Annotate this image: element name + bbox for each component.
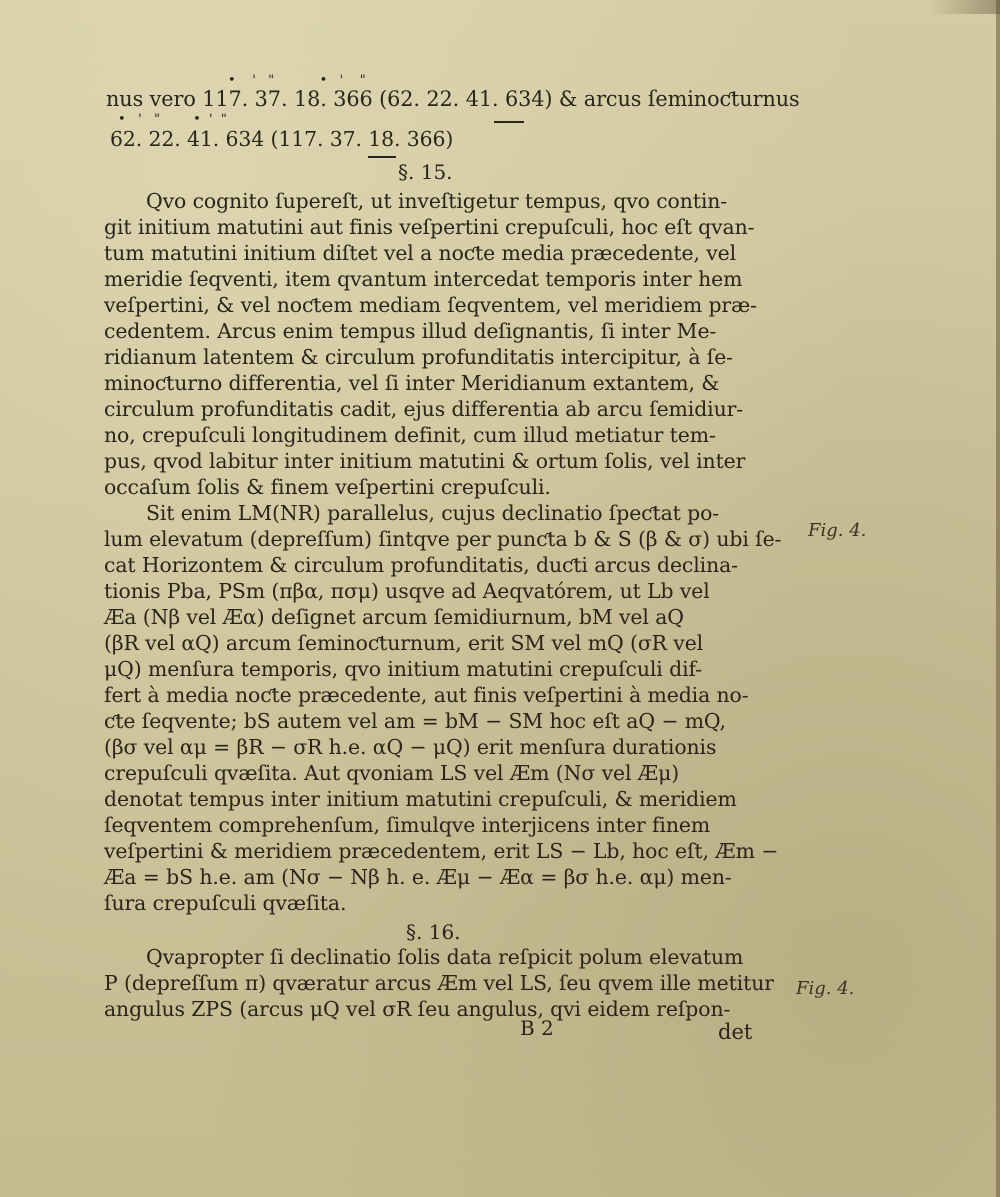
paragraph-2-line: cat Horizontem & circulum profunditatis, duƈti arcus declina- (104, 553, 738, 577)
paragraph-2-line: Æa (Nβ vel Æα) deſignet arcum ſemidiurnum, bM vel aQ (104, 605, 684, 629)
paragraph-2-line: fert à media noƈte præcedente, aut finis veſpertini à media no- (104, 683, 749, 707)
catchword: det (718, 1020, 753, 1044)
margin-figure-reference: Fig. 4. (796, 978, 855, 999)
paragraph-2-line: ſeqventem comprehenſum, ſimulqve interjicens inter finem (104, 813, 711, 837)
paragraph-2-line: crepuſculi qvæſita. Aut qvoniam LS vel Æm (Nσ vel Æμ) (104, 761, 680, 785)
paragraph-1-line: veſpertini, & vel noƈtem mediam ſeqventem, vel meridiem præ- (104, 293, 757, 317)
paragraph-2-line: lum elevatum (depreſſum) ſintqve per punƈta b & S (β & σ) ubi ſe- (104, 527, 782, 551)
paragraph-2-line: (βσ vel αμ = βR − σR h.e. αQ − μQ) erit menſura durationis (104, 735, 717, 759)
degree-marks-line-2: • ' " • ' " (118, 112, 227, 127)
paragraph-3-line: P (depreſſum π) qværatur arcus Æm vel LS, ſeu qvem ille metitur (104, 971, 774, 995)
paragraph-1-line: ridianum latentem & circulum profunditatis intercipitur, à ſe- (104, 345, 733, 369)
paragraph-1-line: meridie ſeqventi, item qvantum intercedat temporis inter hem (104, 267, 743, 291)
paragraph-2-line: denotat tempus inter initium matutini crepuſculi, & meridiem (104, 787, 737, 811)
signature-mark: B 2 (520, 1016, 554, 1040)
paragraph-1-line: cedentem. Arcus enim tempus illud deſignantis, ſi inter Me- (104, 319, 717, 343)
paragraph-1-line: tum matutini initium diſtet vel a noƈte media præcedente, vel (104, 241, 737, 265)
paragraph-2-line: ſura crepuſculi qvæſita. (104, 891, 347, 915)
paragraph-3-line: Qvapropter ſi declinatio ſolis data reſpicit polum elevatum (146, 945, 744, 969)
paragraph-1-line: occaſum ſolis & finem veſpertini crepuſculi. (104, 475, 551, 499)
paragraph-1-line: Qvo cognito ſupereſt, ut inveſtigetur tempus, qvo contin- (146, 189, 728, 213)
section-heading-16: §. 16. (406, 920, 461, 944)
page-edge-shadow (996, 0, 1000, 1197)
section-heading-15: §. 15. (398, 160, 453, 184)
page-corner-shadow (930, 0, 1000, 14)
paragraph-2-line: Sit enim LM(NR) parallelus, cujus declinatio ſpeƈtat po- (146, 501, 720, 525)
paragraph-2-line: (βR vel αQ) arcum ſeminoƈturnum, erit SM vel mQ (σR vel (104, 631, 704, 655)
paragraph-2-line: μQ) menſura temporis, qvo initium matutini crepuſculi dif- (104, 657, 702, 681)
paragraph-2-line: veſpertini & meridiem præcedentem, erit LS − Lb, hoc eſt, Æm − (104, 839, 779, 863)
overline-634 (494, 121, 524, 123)
text-line-top-2: 62. 22. 41. 634 (117. 37. 18. 366) (110, 127, 454, 151)
overline-366 (368, 156, 396, 158)
paragraph-1-line: pus, qvod labitur inter initium matutini & ortum ſolis, vel inter (104, 449, 746, 473)
degree-marks-line-1: • ' " • ' " (228, 73, 366, 88)
paragraph-1-line: no, crepuſculi longitudinem definit, cum illud metiatur tem- (104, 423, 716, 447)
margin-figure-reference: Fig. 4. (808, 520, 867, 541)
paragraph-2-line: tionis Pba, PSm (πβα, πσμ) usqve ad Aeqvatórem, ut Lb vel (104, 579, 710, 603)
paragraph-1-line: minoƈturno differentia, vel ſi inter Meridianum extantem, & (104, 371, 720, 395)
paragraph-2-line: ƈte ſeqvente; bS autem vel am = bM − SM hoc eſt aQ − mQ, (104, 709, 726, 733)
paragraph-3-line: angulus ZPS (arcus μQ vel σR ſeu angulus, qvi eidem reſpon- (104, 997, 731, 1021)
paragraph-2-line: Æa = bS h.e. am (Nσ − Nβ h. e. Æμ − Æα = βσ h.e. αμ) men- (104, 865, 732, 889)
paragraph-1-line: circulum profunditatis cadit, ejus differentia ab arcu ſemidiur- (104, 397, 744, 421)
text-line-top-1: nus vero 117. 37. 18. 366 (62. 22. 41. 634) & arcus ſeminoƈturnus (106, 87, 800, 111)
paragraph-1-line: git initium matutini aut finis veſpertini crepuſculi, hoc eſt qvan- (104, 215, 755, 239)
